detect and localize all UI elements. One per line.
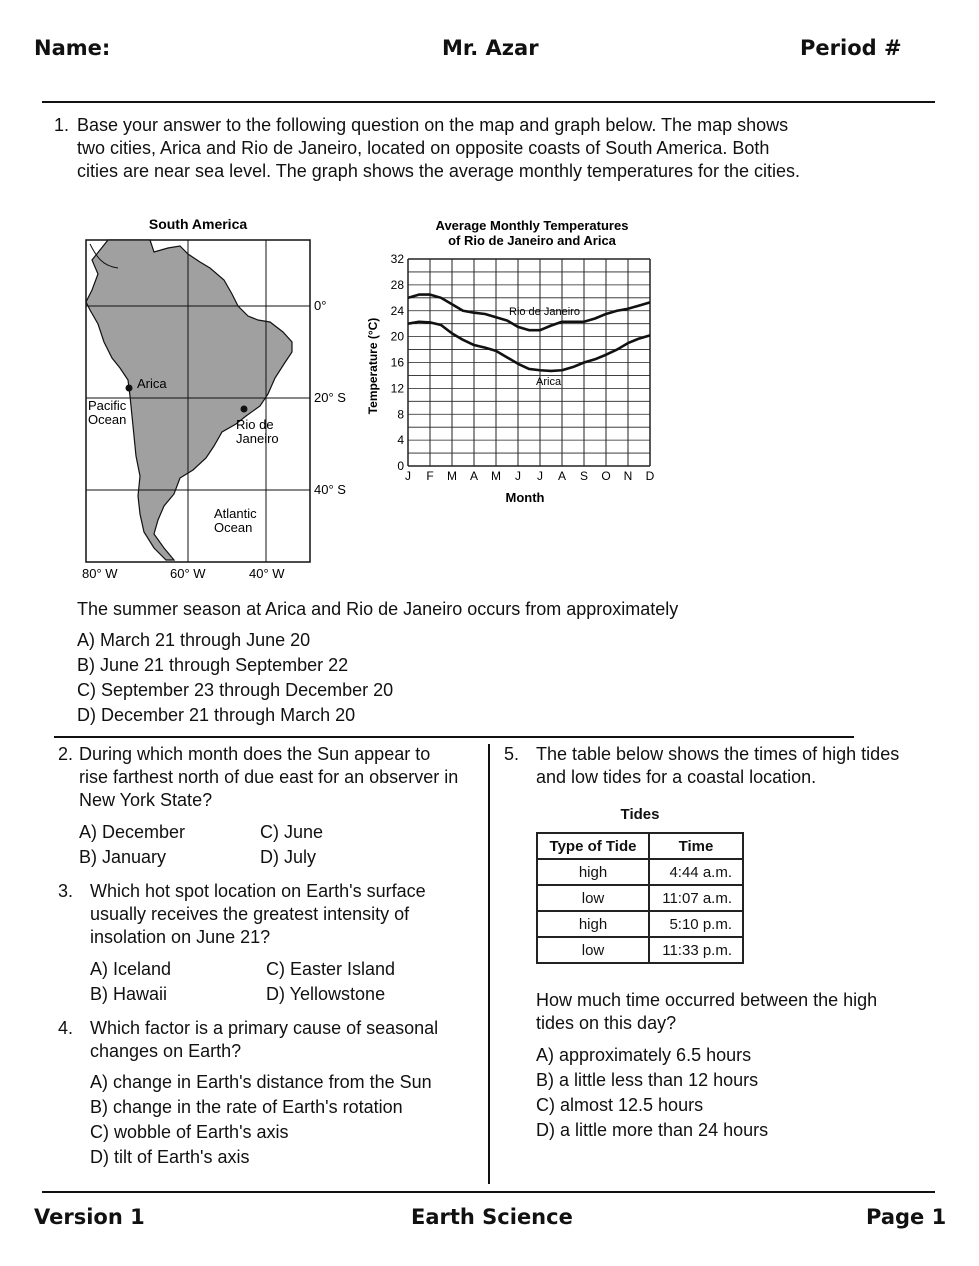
x-tick-label: N <box>623 469 633 483</box>
x-axis-label: Month <box>505 490 545 505</box>
q1-question: The summer season at Arica and Rio de Janeiro occurs from approximately <box>77 599 679 619</box>
q4-prompt-line: Which factor is a primary cause of seasonal <box>90 1018 439 1038</box>
q1-prompt-line: cities are near sea level. The graph shows the average monthly temperatures for the cities. <box>77 161 801 181</box>
series-label-arica: Arica <box>536 376 562 388</box>
q4-option-a[interactable]: A) change in Earth's distance from the Sun <box>90 1072 432 1092</box>
tide-time-cell: 5:10 p.m. <box>649 911 743 937</box>
ocean-label-atlantic: Atlantic <box>214 506 257 521</box>
lon-label: 80° W <box>82 566 118 581</box>
lat-label: 20° S <box>314 390 346 405</box>
series-label-rio: Rio de Janeiro <box>509 306 580 318</box>
tides-table <box>536 832 744 964</box>
q3-prompt-line: Which hot spot location on Earth's surface <box>90 881 426 901</box>
x-tick-label: J <box>515 469 521 483</box>
tide-time-cell: 11:07 a.m. <box>649 885 743 911</box>
ocean-label-pacific: Pacific <box>88 398 127 413</box>
lat-label: 40° S <box>314 482 346 497</box>
q2-option-b[interactable]: B) January <box>79 847 167 867</box>
q4-prompt <box>90 1017 438 1063</box>
x-tick-label: D <box>645 469 655 483</box>
q1-number: 1. <box>54 115 70 135</box>
y-tick-label: 8 <box>397 407 404 422</box>
y-tick-label: 24 <box>390 303 404 318</box>
tide-time-cell: 4:44 a.m. <box>649 859 743 885</box>
q4-option-c[interactable]: C) wobble of Earth's axis <box>90 1122 289 1142</box>
table-row <box>537 911 743 937</box>
q5-options <box>536 1043 768 1143</box>
city-label-rio: Rio de <box>236 417 274 432</box>
q5-option-a[interactable]: A) approximately 6.5 hours <box>536 1045 752 1065</box>
x-tick-label: J <box>537 469 543 483</box>
q5-prompt-line: The table below shows the times of high tides <box>536 744 900 764</box>
y-tick-label: 20 <box>390 329 404 344</box>
x-tick-label: M <box>491 469 501 483</box>
q3-option-b[interactable]: B) Hawaii <box>90 984 168 1004</box>
q5-option-d[interactable]: D) a little more than 24 hours <box>536 1120 769 1140</box>
name-label: Name: <box>34 36 111 60</box>
table-row <box>537 859 743 885</box>
q1-prompt-line: two cities, Arica and Rio de Janeiro, located on opposite coasts of South America. Both <box>77 138 770 158</box>
lat-label: 0° <box>314 298 327 313</box>
q2-prompt-line: During which month does the Sun appear to <box>79 744 431 764</box>
version-label: Version 1 <box>34 1205 145 1229</box>
q3-prompt-line: insolation on June 21? <box>90 927 271 947</box>
q5-option-c[interactable]: C) almost 12.5 hours <box>536 1095 704 1115</box>
y-tick-label: 32 <box>390 252 404 266</box>
table-row <box>537 937 743 963</box>
q3-option-d[interactable]: D) Yellowstone <box>266 984 386 1004</box>
q2-prompt-line: New York State? <box>79 790 213 810</box>
q4-option-b[interactable]: B) change in the rate of Earth's rotation <box>90 1097 403 1117</box>
lon-label: 40° W <box>249 566 285 581</box>
q1-option-d[interactable]: D) December 21 through March 20 <box>77 705 356 725</box>
y-tick-label: 16 <box>390 355 404 370</box>
lon-label: 60° W <box>170 566 206 581</box>
column-header: Type of Tide <box>537 833 649 859</box>
teacher-name: Mr. Azar <box>442 36 539 60</box>
q2-prompt-line: rise farthest north of due east for an observer in <box>79 767 459 787</box>
tides-table-title: Tides <box>620 806 660 823</box>
q1-options <box>77 628 393 728</box>
rio-marker <box>241 406 248 413</box>
y-tick-label: 28 <box>390 277 404 292</box>
x-tick-label: F <box>426 469 434 483</box>
temperature-chart <box>362 212 662 512</box>
map-title: South America <box>148 216 248 232</box>
ocean-label-pacific: Ocean <box>88 412 127 427</box>
city-label-arica: Arica <box>137 376 167 391</box>
q2-option-c[interactable]: C) June <box>260 822 324 842</box>
tide-type-cell: low <box>537 937 649 963</box>
x-tick-label: S <box>579 469 589 483</box>
q1-prompt <box>77 114 800 183</box>
column-header: Time <box>649 833 743 859</box>
q5-prompt <box>536 743 899 789</box>
y-tick-label: 4 <box>397 433 404 448</box>
header-divider <box>42 101 935 103</box>
table-row <box>537 885 743 911</box>
q2-option-d[interactable]: D) July <box>260 847 317 867</box>
tide-type-cell: high <box>537 859 649 885</box>
column-divider <box>488 744 490 1184</box>
x-tick-label: O <box>601 469 611 483</box>
q5-option-b[interactable]: B) a little less than 12 hours <box>536 1070 759 1090</box>
x-tick-label: A <box>469 469 479 483</box>
q3-prompt <box>90 880 426 949</box>
q5-prompt-line: and low tides for a coastal location. <box>536 767 817 787</box>
south-america-map <box>78 210 363 585</box>
city-label-rio: Janeiro <box>236 431 279 446</box>
q1-option-a[interactable]: A) March 21 through June 20 <box>77 630 311 650</box>
y-tick-label: 12 <box>390 381 404 396</box>
q3-number: 3. <box>58 881 74 901</box>
y-tick-label: 0 <box>397 459 404 473</box>
q1-option-b[interactable]: B) June 21 through September 22 <box>77 655 349 675</box>
arica-marker <box>126 385 133 392</box>
x-tick-label: J <box>405 469 411 483</box>
q4-options <box>90 1070 432 1170</box>
q4-number: 4. <box>58 1018 74 1038</box>
q5-question-line: How much time occurred between the high <box>536 990 878 1010</box>
page-number: Page 1 <box>866 1205 947 1229</box>
ocean-label-atlantic: Ocean <box>214 520 253 535</box>
subject-label: Earth Science <box>411 1205 573 1229</box>
period-label: Period # <box>800 36 902 60</box>
footer-divider <box>42 1191 935 1193</box>
y-axis-label: Temperature (°C) <box>366 317 380 415</box>
q3-option-a[interactable]: A) Iceland <box>90 959 172 979</box>
q2-number: 2. <box>58 744 74 764</box>
q3-option-c[interactable]: C) Easter Island <box>266 959 396 979</box>
tide-type-cell: low <box>537 885 649 911</box>
q5-question <box>536 989 877 1035</box>
section-divider <box>54 736 854 738</box>
q4-prompt-line: changes on Earth? <box>90 1041 242 1061</box>
q5-number: 5. <box>504 744 520 764</box>
q1-option-c[interactable]: C) September 23 through December 20 <box>77 680 394 700</box>
x-tick-label: A <box>557 469 567 483</box>
q3-prompt-line: usually receives the greatest intensity of <box>90 904 410 924</box>
q2-prompt <box>79 743 458 812</box>
table-header-row <box>537 833 743 859</box>
chart-title: Average Monthly Temperatures <box>435 218 629 233</box>
x-tick-label: M <box>447 469 457 483</box>
tide-type-cell: high <box>537 911 649 937</box>
chart-subtitle: of Rio de Janeiro and Arica <box>448 233 616 248</box>
q5-question-line: tides on this day? <box>536 1013 677 1033</box>
q1-prompt-line: Base your answer to the following question on the map and graph below. The map shows <box>77 115 789 135</box>
tide-time-cell: 11:33 p.m. <box>649 937 743 963</box>
q4-option-d[interactable]: D) tilt of Earth's axis <box>90 1147 250 1167</box>
q2-option-a[interactable]: A) December <box>79 822 186 842</box>
